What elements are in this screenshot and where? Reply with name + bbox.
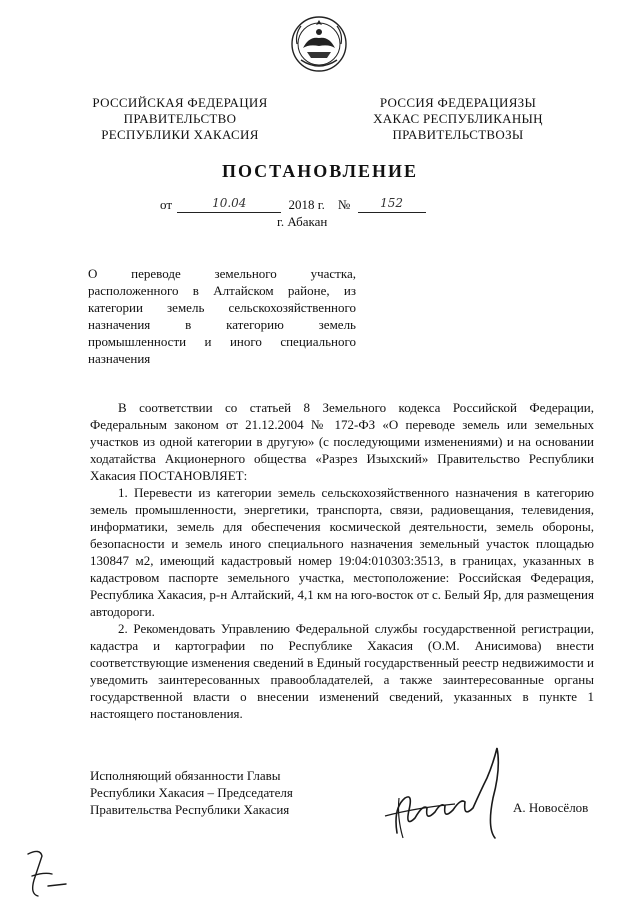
- header-right-line: ХАКАС РЕСПУБЛИКАНЫҢ: [373, 111, 543, 126]
- body-paragraph: 1. Перевести из категории земель сельскохозяйственного назначения в категорию земель промышленности, энергетики, транспорта, связи, радиовещания, телевидения, информатики, земель для обеспечения космической деятельности, земель обороны, безопасности и земель иного специального назначения земельный участок площадью 130847 м2, имеющий кадастровый номер 19:04:010303:3513, в границах, указанных в кадастровом паспорте земельного участка, местоположение: Российская Федерация, Республика Хакасия, р-н Алтайский, 4,1 км на юго-восток от с. Белый Яр, для размещения автодороги.: [90, 485, 594, 619]
- header-right: [358, 95, 558, 143]
- document-type-title: ПОСТАНОВЛЕНИЕ: [221, 161, 419, 181]
- header-left-line: РЕСПУБЛИКИ ХАКАСИЯ: [101, 127, 259, 142]
- body-paragraph: В соответствии со статьей 8 Земельного кодекса Российской Федерации, Федеральным законом от 21.12.2004 № 172-ФЗ «О переводе земель или земельных участков из одной категории в другую» (с последующими изменениями) и на основании ходатайства Акционерного общества «Разрез Изыхский» Правительство Республики Хакасия ПОСТАНОВЛЯЕТ:: [90, 400, 594, 483]
- number-value: 152: [358, 197, 426, 213]
- date-value: 10.04: [177, 197, 281, 213]
- header-left-line: ПРАВИТЕЛЬСТВО: [123, 111, 237, 126]
- date-prefix: от: [160, 197, 173, 212]
- header-right-line: ПРАВИТЕЛЬСТВОЗЫ: [392, 127, 524, 142]
- document-body: [90, 399, 594, 722]
- signatory-name: А. Новосёлов: [513, 800, 589, 815]
- signatory-title: [90, 767, 340, 818]
- date-number-line: [160, 197, 426, 213]
- handwritten-signature: [375, 738, 535, 848]
- handwritten-initials: [18, 846, 88, 901]
- date-year: 2018 г.: [288, 197, 325, 212]
- coat-of-arms-emblem-icon: [289, 14, 349, 74]
- subject-heading: О переводе земельного участка, расположенного в Алтайском районе, из категории земель сельскохозяйственного назначения в категорию земель промышленности и иного специального назначения: [88, 266, 356, 366]
- signatory-title-line: Республики Хакасия – Председателя: [90, 785, 293, 800]
- header-left: [80, 95, 280, 143]
- city-label: г. Абакан: [277, 214, 328, 229]
- number-label: №: [337, 197, 351, 212]
- signatory-title-line: Правительства Республики Хакасия: [90, 802, 290, 817]
- header-right-line: РОССИЯ ФЕДЕРАЦИЯЗЫ: [379, 95, 537, 110]
- signatory-title-line: Исполняющий обязанности Главы: [90, 768, 281, 783]
- body-paragraph: 2. Рекомендовать Управлению Федеральной службы государственной регистрации, кадастра и картографии по Республике Хакасия (О.М. Анисимова) внести соответствующие изменения сведений в Единый государственный реестр недвижимости и уведомить заинтересованных правообладателей, а также заинтересованные органы государственной власти о внесении изменений сведений, указанных в пункте 1 настоящего постановления.: [90, 621, 594, 721]
- header-left-line: РОССИЙСКАЯ ФЕДЕРАЦИЯ: [92, 95, 268, 110]
